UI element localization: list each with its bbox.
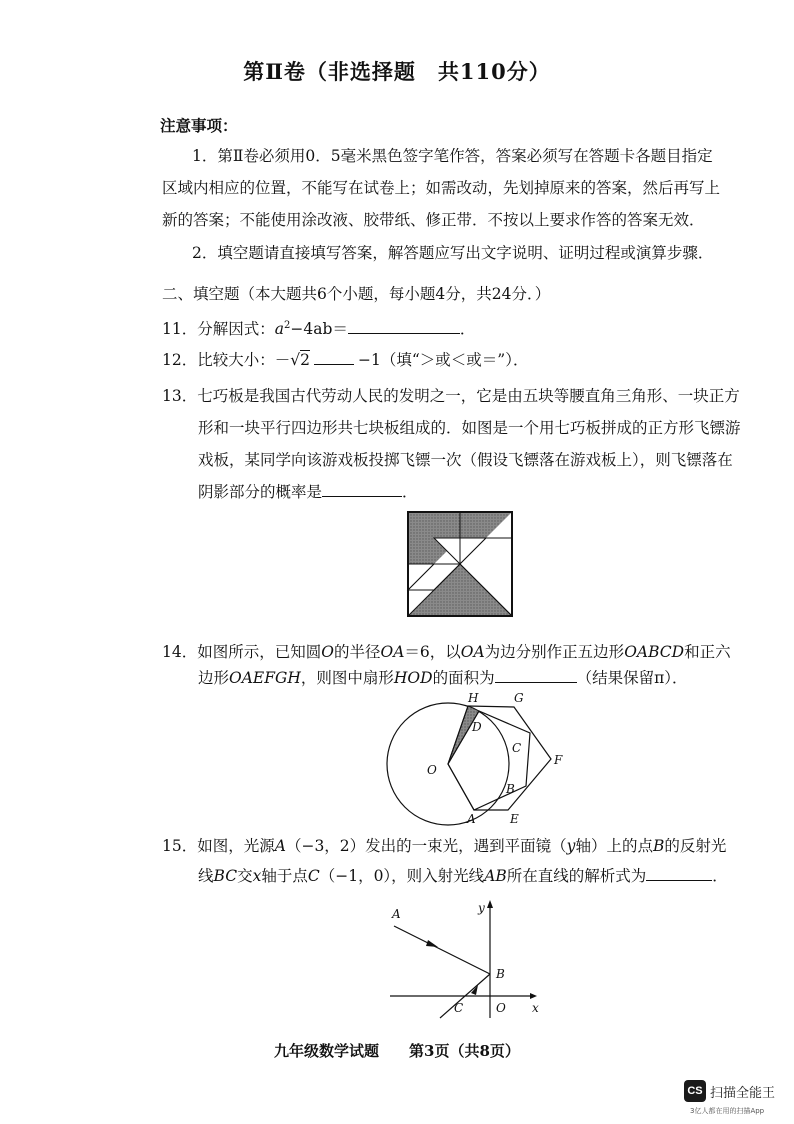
q13-text: 阴影部分的概率是 <box>198 483 323 501</box>
notice-item1-line1: 1．第Ⅱ卷必须用0．5毫米黑色签字笔作答，答案必须写在答题卡各题目指定 <box>192 147 713 165</box>
label-d: D <box>472 720 482 734</box>
camscanner-tagline: 3亿人都在用的扫描App <box>690 1107 765 1115</box>
q15-var: C <box>307 867 320 885</box>
q15-var: A <box>274 837 286 855</box>
label-c: C <box>512 741 522 755</box>
answer-blank[interactable] <box>495 668 577 683</box>
answer-blank[interactable] <box>348 319 460 334</box>
label-y: y <box>478 901 485 915</box>
question-13-line3: 戏板，某同学向该游戏板投掷飞镖一次（假设飞镖落在游戏板上），则飞镖落在 <box>198 451 733 469</box>
shaded-piece-top-right <box>460 512 512 538</box>
question-number: 13． <box>162 387 198 405</box>
q11-expr-sup: 2 <box>284 320 291 331</box>
q12-after: −1（填“＞或＜或＝”）． <box>358 351 529 369</box>
question-14-line1 <box>162 642 731 662</box>
q15-end: ． <box>712 867 728 885</box>
q14-var: OAEFGH <box>229 669 301 687</box>
q11-prefix: 分解因式： <box>197 320 275 339</box>
q15-text: 如图，光源 <box>197 837 275 855</box>
q14-text: 的半径 <box>333 643 381 661</box>
question-number: 15． <box>162 837 198 855</box>
label-c: C <box>454 1001 464 1015</box>
q14-var: OA <box>460 643 485 661</box>
question-number: 11． <box>162 320 198 339</box>
question-11 <box>162 316 475 339</box>
q11-expr-a: a <box>274 320 284 339</box>
q14-var: OABCD <box>624 643 685 661</box>
answer-blank[interactable] <box>646 866 712 881</box>
notice-item2: 2．填空题请直接填写答案，解答题应写出文字说明、证明过程或演算步骤． <box>192 244 714 262</box>
label-a: A <box>392 907 401 921</box>
page-footer: 九年级数学试题 第3页（共8页） <box>274 1042 520 1060</box>
notice-heading: 注意事项： <box>160 116 238 135</box>
question-12 <box>162 350 528 370</box>
q14-text: ＝6，以 <box>404 643 461 661</box>
question-13-line1 <box>162 386 740 406</box>
q14-var: OA <box>380 643 405 661</box>
q15-var: AB <box>484 867 507 885</box>
q14-var: O <box>321 643 334 661</box>
q15-text: 交 <box>237 867 253 885</box>
q14-text: （结果保留π）． <box>576 669 688 687</box>
q15-text: 线 <box>198 867 214 885</box>
page-title: 第Ⅱ卷（非选择题 共110分） <box>243 59 551 84</box>
x-axis-arrow-icon <box>530 993 537 999</box>
label-x: x <box>532 1001 539 1015</box>
q15-text: （−1，0），则入射光线 <box>319 867 485 885</box>
label-h: H <box>468 691 479 705</box>
q14-text: 边形 <box>198 669 230 687</box>
q13-text: 七巧板是我国古代劳动人民的发明之一，它是由五块等腰直角三角形、一块正方 <box>197 387 740 405</box>
section2-heading: 二、填空题（本大题共6个小题，每小题4分，共24分．） <box>162 285 551 303</box>
q15-var: BC <box>213 867 238 885</box>
q13-end: ． <box>402 483 418 501</box>
label-o: O <box>427 763 437 777</box>
question-number: 14． <box>162 643 198 661</box>
q14-var: HOD <box>393 669 433 687</box>
question-15-line1 <box>162 836 726 856</box>
sqrt-sign: √ <box>290 351 301 369</box>
question-number: 12． <box>162 351 198 369</box>
label-e: E <box>510 812 519 826</box>
q15-text: 的反射光 <box>664 837 727 855</box>
label-o: O <box>496 1001 506 1015</box>
circle-polygon-figure <box>380 690 580 826</box>
q14-text: ，则图中扇形 <box>300 669 394 687</box>
label-f: F <box>554 753 563 767</box>
label-a: A <box>467 812 476 826</box>
q15-var: x <box>252 867 262 885</box>
q11-end: ． <box>459 320 476 339</box>
answer-blank[interactable] <box>322 482 402 497</box>
q11-expr-rest: −4ab＝ <box>290 320 348 339</box>
question-15-line2 <box>198 866 728 886</box>
answer-blank[interactable] <box>314 350 354 365</box>
q12-prefix: 比较大小：－ <box>197 351 291 369</box>
label-b: B <box>496 967 505 981</box>
camscanner-logo-icon: CS <box>684 1080 706 1102</box>
label-g: G <box>514 691 524 705</box>
sqrt-arg: 2 <box>300 351 311 369</box>
notice-item1-line3: 新的答案；不能使用涂改液、胶带纸、修正带．不按以上要求作答的答案无效． <box>162 211 705 229</box>
q15-text: 轴）上的点 <box>575 837 653 855</box>
notice-item1-line2: 区域内相应的位置，不能写在试卷上；如需改动，先划掉原来的答案，然后再写上 <box>162 179 721 197</box>
label-b: B <box>506 782 515 796</box>
question-13-line4 <box>198 482 418 502</box>
tangram-figure <box>404 508 518 622</box>
question-14-line2 <box>198 668 688 688</box>
y-axis-arrow-icon <box>487 900 493 908</box>
pentagon-oabcd <box>448 711 530 810</box>
q15-text: （−3，2）发出的一束光，遇到平面镜（ <box>285 837 567 855</box>
question-13-line2: 形和一块平行四边形共七块板组成的．如图是一个用七巧板拼成的正方形飞镖游 <box>198 419 741 437</box>
q15-text: 所在直线的解析式为 <box>506 867 647 885</box>
camscanner-name: 扫描全能王 <box>710 1086 776 1101</box>
q14-text: 如图所示，已知圆 <box>197 643 322 661</box>
incident-ray <box>394 926 490 974</box>
reflection-figure <box>380 896 560 1022</box>
q14-text: 为边分别作正五边形 <box>484 643 625 661</box>
q14-text: 和正六 <box>684 643 731 661</box>
q15-text: 轴于点 <box>261 867 308 885</box>
q14-text: 的面积为 <box>432 669 495 687</box>
incident-ray-arrow-icon <box>426 940 438 947</box>
q15-var: B <box>652 837 665 855</box>
q15-var: y <box>566 837 576 855</box>
